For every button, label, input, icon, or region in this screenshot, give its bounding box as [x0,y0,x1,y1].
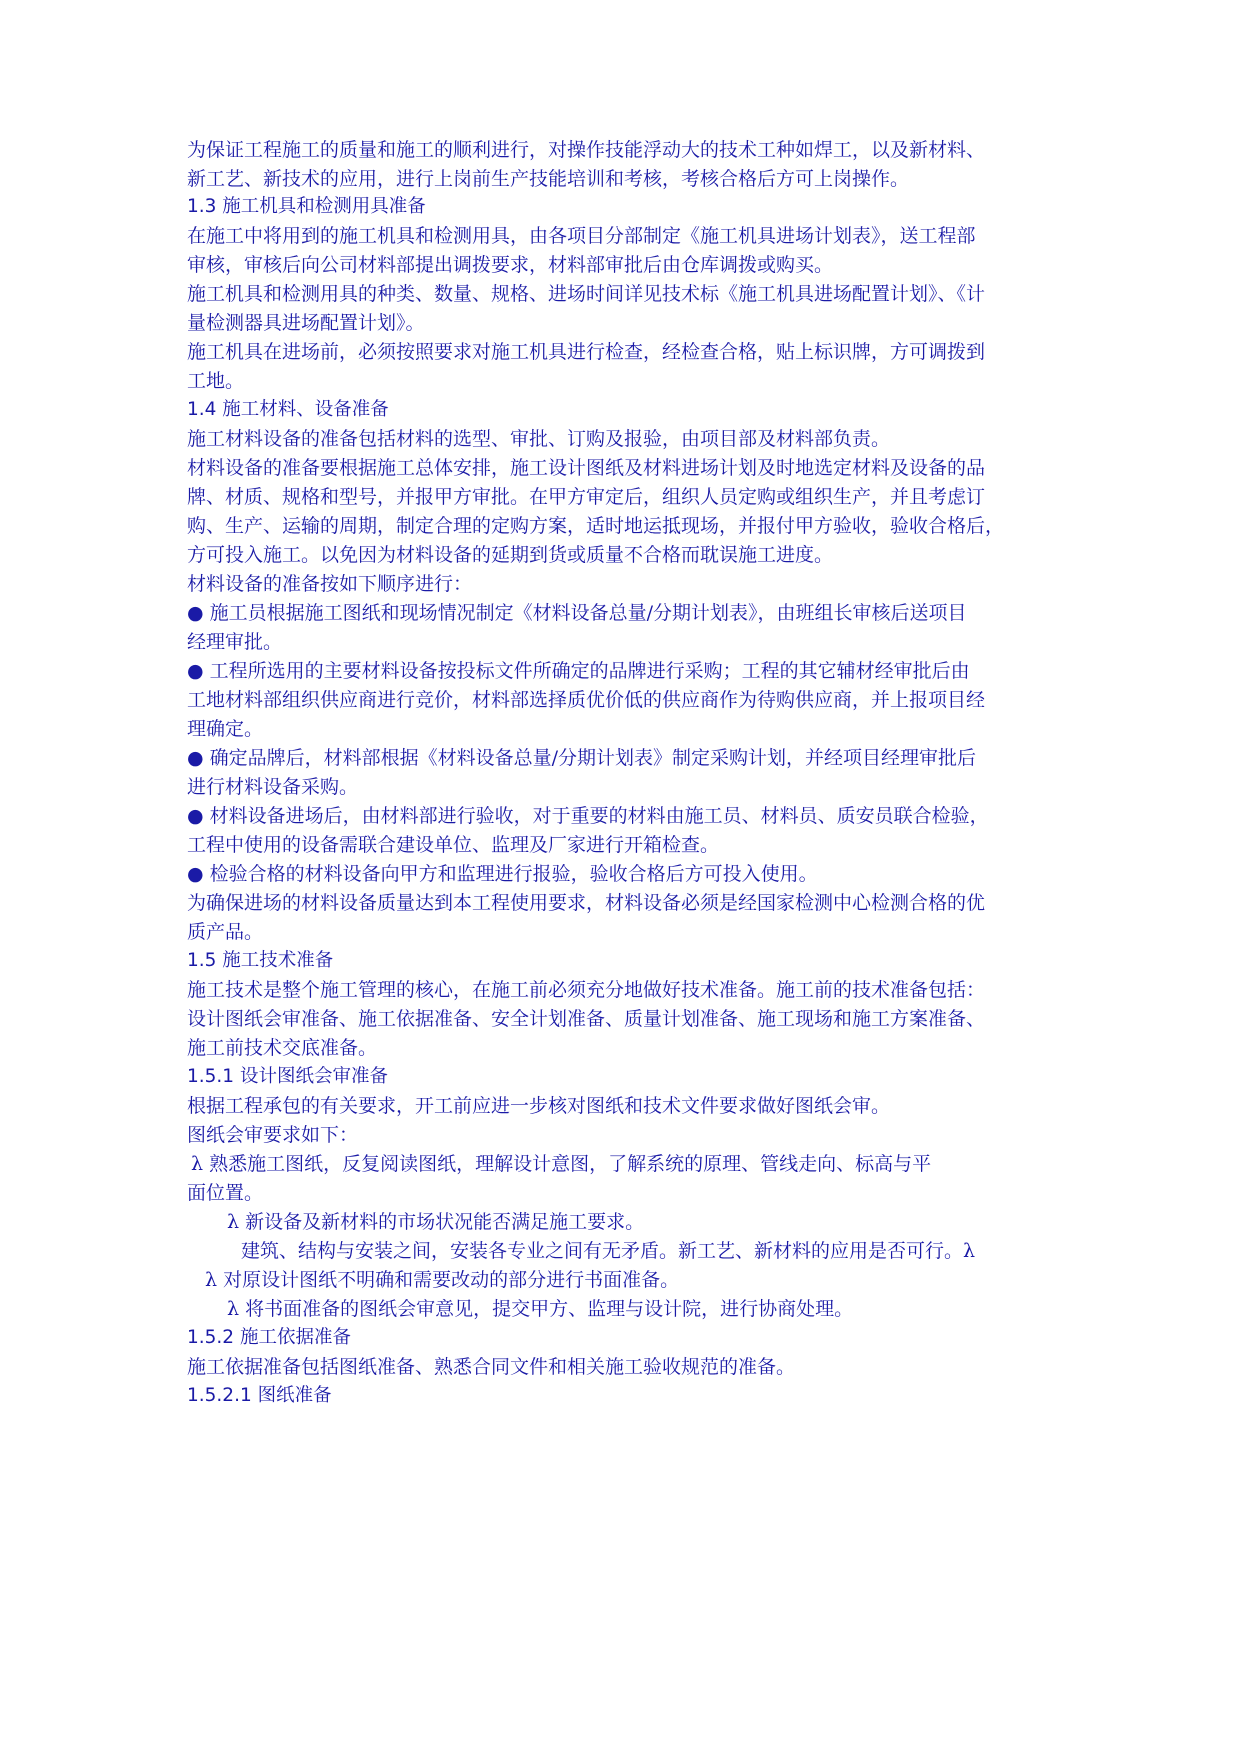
paragraph-line: 牌、材质、规格和型号，并报甲方审批。在甲方审定后，组织人员定购或组织生产，并且考虑订 [187,486,986,508]
bullet-item: ● 施工员根据施工图纸和现场情况制定《材料设备总量/分期计划表》，由班组长审核后送项目 [187,602,967,624]
paragraph-line: 材料设备的准备要根据施工总体安排，施工设计图纸及材料进场计划及时地选定材料及设备的品 [187,457,986,479]
paragraph-line: 设计图纸会审准备、施工依据准备、安全计划准备、质量计划准备、施工现场和施工方案准备、 [187,1008,986,1030]
paragraph-line: 在施工中将用到的施工机具和检测用具，由各项目分部制定《施工机具进场计划表》，送工程部 [187,225,976,247]
paragraph-line: 施工机具在进场前，必须按照要求对施工机具进行检查，经检查合格，贴上标识牌，方可调拨到 [187,341,986,363]
paragraph-line: 施工技术是整个施工管理的核心，在施工前必须充分地做好技术准备。施工前的技术准备包括： [187,979,986,1001]
bullet-item: ● 确定品牌后，材料部根据《材料设备总量/分期计划表》制定采购计划，并经项目经理审批后 [187,747,977,769]
paragraph-line: 量检测器具进场配置计划》。 [187,312,425,334]
paragraph-line: 为确保进场的材料设备质量达到本工程使用要求，材料设备必须是经国家检测中心检测合格的优 [187,892,986,914]
paragraph-line: 方可投入施工。以免因为材料设备的延期到货或质量不合格而耽误施工进度。 [187,544,834,566]
bullet-item: ● 材料设备进场后，由材料部进行验收，对于重要的材料由施工员、材料员、质安员联合检验， [187,805,989,827]
section-heading-1-5-2-1: 1.5.2.1 图纸准备 [187,1385,332,1406]
section-heading-1-4: 1.4 施工材料、设备准备 [187,399,389,420]
bullet-item-continuation: 工地材料部组织供应商进行竞价，材料部选择质优价低的供应商作为待购供应商，并上报项目经 [187,689,986,711]
paragraph-line: 材料设备的准备按如下顺序进行： [187,573,473,595]
lambda-list-item: λ 熟悉施工图纸，反复阅读图纸，理解设计意图，了解系统的原理、管线走向、标高与平 [191,1153,932,1175]
paragraph-line: 购、生产、运输的周期，制定合理的定购方案，适时地运抵现场，并报付甲方验收，验收合格后， [187,515,1005,537]
paragraph-line: 工地。 [187,370,245,392]
paragraph-line: 施工材料设备的准备包括材料的选型、审批、订购及报验，由项目部及材料部负责。 [187,428,891,450]
section-heading-1-5-2: 1.5.2 施工依据准备 [187,1327,351,1348]
bullet-item-continuation: 经理审批。 [187,631,283,653]
bullet-item: ● 工程所选用的主要材料设备按投标文件所确定的品牌进行采购；工程的其它辅材经审批后由 [187,660,970,682]
lambda-list-item: λ 新设备及新材料的市场状况能否满足施工要求。 [227,1211,645,1233]
bullet-item-continuation: 进行材料设备采购。 [187,776,359,798]
bullet-item-continuation: 工程中使用的设备需联合建设单位、监理及厂家进行开箱检查。 [187,834,720,856]
paragraph-line: 质产品。 [187,921,264,943]
bullet-item: ● 检验合格的材料设备向甲方和监理进行报验，验收合格后方可投入使用。 [187,863,818,885]
lambda-list-item: λ 将书面准备的图纸会审意见，提交甲方、监理与设计院，进行协商处理。 [227,1298,854,1320]
section-heading-1-5-1: 1.5.1 设计图纸会审准备 [187,1066,388,1087]
paragraph-line: 施工前技术交底准备。 [187,1037,378,1059]
section-heading-1-5: 1.5 施工技术准备 [187,950,334,971]
paragraph-line: 新工艺、新技术的应用，进行上岗前生产技能培训和考核，考核合格后方可上岗操作。 [187,168,910,190]
paragraph-line: 为保证工程施工的质量和施工的顺利进行，对操作技能浮动大的技术工种如焊工，以及新材料、 [187,139,986,161]
lambda-list-item: λ 对原设计图纸不明确和需要改动的部分进行书面准备。 [205,1269,680,1291]
paragraph-line: 施工机具和检测用具的种类、数量、规格、进场时间详见技术标《施工机具进场配置计划》、《计 [187,283,986,305]
paragraph-line: 图纸会审要求如下： [187,1124,359,1146]
lambda-list-item-continuation: 面位置。 [187,1182,264,1204]
paragraph-line: 施工依据准备包括图纸准备、熟悉合同文件和相关施工验收规范的准备。 [187,1356,796,1378]
paragraph-line: 审核，审核后向公司材料部提出调拨要求，材料部审批后由仓库调拨或购买。 [187,254,834,276]
bullet-item-continuation: 理确定。 [187,718,264,740]
paragraph-line: 根据工程承包的有关要求，开工前应进一步核对图纸和技术文件要求做好图纸会审。 [187,1095,891,1117]
section-heading-1-3: 1.3 施工机具和检测用具准备 [187,196,426,217]
lambda-list-item: 建筑、结构与安装之间，安装各专业之间有无矛盾。新工艺、新材料的应用是否可行。λ [241,1240,976,1262]
